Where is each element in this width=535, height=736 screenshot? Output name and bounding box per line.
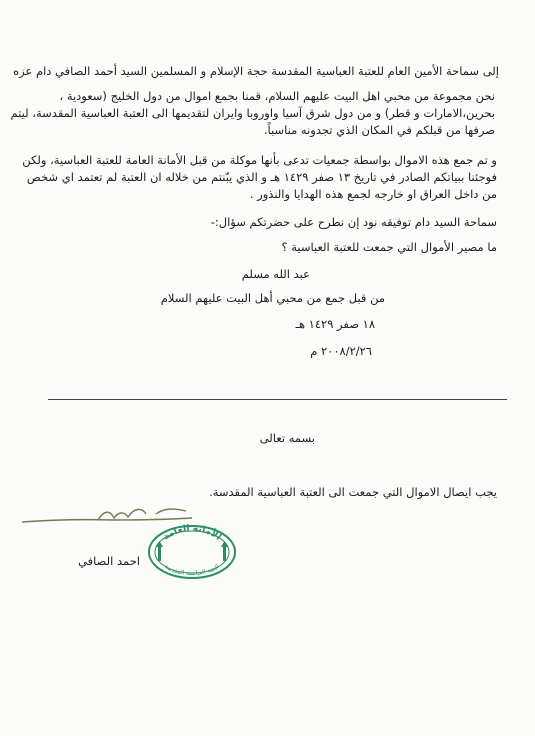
question: ما مصير الأموال التي جمعت للعتبة العباسية ؟ — [281, 240, 497, 254]
para1-line1: نحن مجموعة من محبي اهل البيت عليهم السلام، قمنا بجمع اموال من دول الخليج (سعودية ، — [59, 89, 495, 103]
official-stamp — [146, 523, 238, 581]
question-intro: سماحة السيد دام توفيقه نود إن نطرح على حضرتكم سؤال:- — [210, 215, 497, 229]
signature-stroke — [98, 509, 146, 520]
para2-line2: فوجئنا ببياتكم الصادر في تاريخ ١٣ صفر ١٤٢٩ هـ و الذي يبّنتم من خلاله ان العتبة لم تعتمد اي شخص — [26, 170, 497, 184]
para1-line2: بحرين،الامارات و قطر) و من دول شرق آسيا واوروبا وايران لتقديمها الى العتبة العباسية المقدسة، ليتم — [10, 106, 495, 120]
signature-stroke — [156, 509, 186, 514]
salutation: إلى سماحة الأمين العام للعتبة العباسية المقدسة حجة الإسلام و المسلمين السيد أحمد الصافي دام عزه — [13, 64, 499, 78]
signature-stroke — [22, 518, 192, 522]
hijri-date: ١٨ صفر ١٤٢٩ هـ — [295, 317, 375, 331]
para2-line1: و تم جمع هذه الاموال بواسطة جمعيات تدعى بأنها موكلة من قبل الأمانة العامة للعتبة العباسية، ولكن — [22, 153, 497, 167]
signatory-name: احمد الصافي — [78, 554, 140, 568]
section-divider — [48, 399, 507, 400]
para2-line3: من داخل العراق او خارجه لجمع هذه الهدايا والنذور . — [249, 187, 497, 201]
stamp-bottom-text: للعتبة العباسية المقدسة — [162, 562, 222, 578]
stamp-shrine-emblem — [156, 541, 228, 561]
svg-text:الأمانة العامة — [161, 524, 223, 543]
sender-name: عبد الله مسلم — [241, 267, 310, 281]
sender-from: من قبل جمع من محبي أهل البيت عليهم السلام — [160, 291, 385, 305]
reply-body: يجب ايصال الاموال التي جمعت الى العتبة العباسية المقدسة. — [209, 485, 497, 499]
reply-heading: بسمه تعالى — [259, 431, 315, 445]
stamp-top-text: الأمانة العامة — [161, 523, 223, 543]
gregorian-date: ٢٠٠٨/٢/٢٦ م — [310, 344, 372, 358]
para1-line3: صرفها من قبلكم في المكان الذي تجدونه مناسباً. — [263, 123, 495, 137]
